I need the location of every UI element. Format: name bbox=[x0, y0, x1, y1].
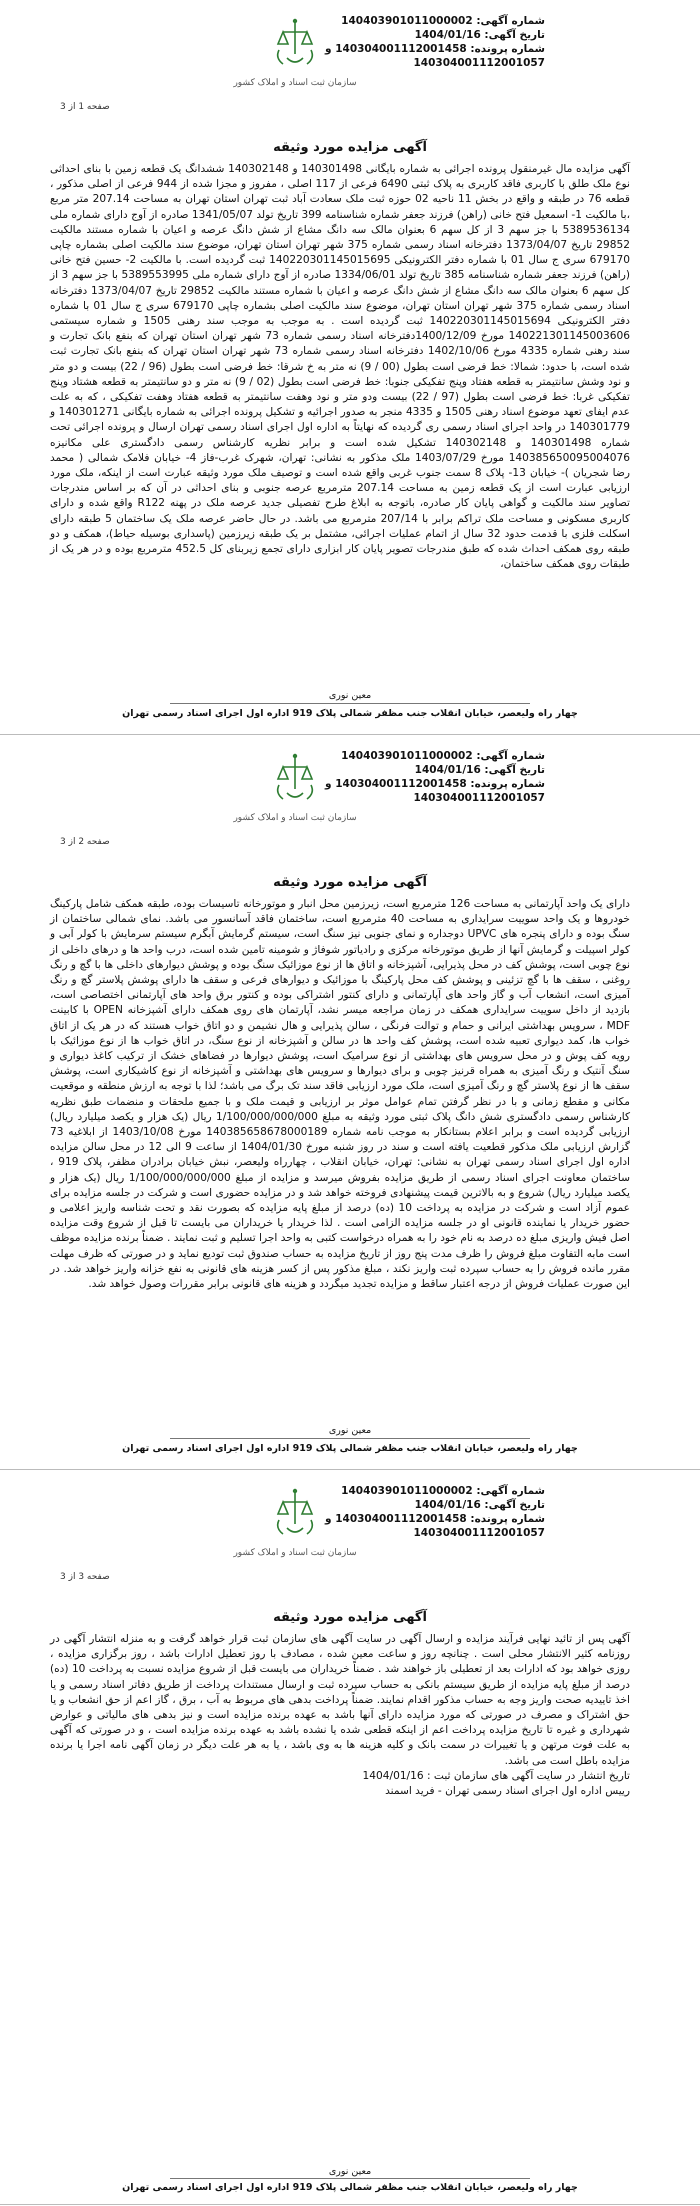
notice-number: شماره آگهی: 140403901011000002 bbox=[341, 15, 545, 27]
notice-date: تاریخ آگهی: 1404/01/16 bbox=[414, 29, 545, 41]
judiciary-emblem-icon bbox=[265, 1484, 325, 1544]
file-number: شماره پرونده: 140304001112001458 و bbox=[325, 43, 545, 55]
footer-address: چهار راه ولیعصر، خیابان انقلاب جنب مظفر شمالی پلاک 919 اداره اول اجرای اسناد رسمی تهران bbox=[122, 2182, 578, 2193]
notice-page-1 bbox=[0, 0, 700, 735]
file-number: شماره پرونده: 140304001112001458 و bbox=[325, 778, 545, 790]
signer: معین نوری bbox=[328, 2166, 372, 2177]
signer: معین نوری bbox=[328, 1425, 372, 1436]
notice-meta bbox=[325, 14, 545, 70]
notice-title: آگهی مزایده مورد وثیقه bbox=[273, 875, 427, 890]
footer-address: چهار راه ولیعصر، خیابان انقلاب جنب مظفر شمالی پلاک 919 اداره اول اجرای اسناد رسمی تهران bbox=[122, 1443, 578, 1454]
notice-meta bbox=[325, 749, 545, 805]
divider bbox=[170, 2178, 530, 2179]
notice-date: تاریخ آگهی: 1404/01/16 bbox=[414, 1499, 545, 1511]
notice-body: آگهی پس از تائید نهایی فرآیند مزایده و ارسال آگهی در سایت آگهی های سازمان ثبت قرار خواهد گرفت و به منزله انتشار آگهی در روزنامه کثیر الانتشار محلی است . چنانچه روز و ساعت معین شده ، مصادف با روز تعطیل ادارات باشد ، روز برگزاری مزایده ، روزی خواهد بود که ادارات بعد از تعطیلی باز خواهند شد . ضمناً خریداران می بایست قبل از شروع مزایده نسبت به پرداخت 10 (ده) درصد از مبلغ پایه مزایده از طریق سیستم بانکی به حساب سپرده ثبت و ارسال مستندات پرداخت از طریق دفاتر اسناد رسمی و یا اخذ تاییدیه صحت واریز وجه به حساب مذکور اقدام نمایند. ضمناً پرداخت بدهی های مربوط به آب ، برق ، گاز اعم از حق انشعاب و یا حق اشتراک و مصرف در صورتی که مورد مزایده دارای آنها باشد به عهده برنده مزایده است و نیز بدهی های مالیاتی و عوارض شهرداری و غیره تا تاریخ مزایده پرداخت اعم از اینکه قطعی شده یا نشده باشد به عهده برنده مزایده است ، و در صورتی که آگهی به علت فوت مرتهن و یا تغییرات در سمت بانک و کلیه هزینه ها به وی باشد ، یا به هر علت دیگر در زمان آگهی نامه اجرا یا برنده مزایده باطل است می باشد. تاریخ انتشار در سایت آگهی های سازمان ثبت : 1404/01/16 رییس اداره اول اجرای اسناد رسمی تهران - فرید اسمند bbox=[50, 1633, 630, 1798]
file-number-2: 140304001112001057 bbox=[413, 1527, 545, 1539]
notice-number: شماره آگهی: 140403901011000002 bbox=[341, 1485, 545, 1497]
notice-page-2 bbox=[0, 735, 700, 1470]
notice-title: آگهی مزایده مورد وثیقه bbox=[273, 1610, 427, 1625]
notice-date: تاریخ آگهی: 1404/01/16 bbox=[414, 764, 545, 776]
notice-body: دارای یک واحد آپارتمانی به مساحت 126 مترمربع است، زیرزمین محل انبار و موتورخانه تاسیسات بوده، طبقه همکف شامل پارکینگ خودروها و یک واحد سوییت سرایداری به مساحت 40 مترمربع است، ساختمان فاقد آسانسور می باشد. نمای شمالی ساختمان از سنگ بوده و دارای پنجره های UPVC دوجداره و نمای جنوبی نیز سنگ است، سیستم گرمایش آبگرم سیستم سرمایش با کولر آبی و کولر اسپیلت و گرمایش آنها از طریق موتورخانه مرکزی و رادیاتور شوفاژ و شومینه تامین شده است، درب واحد ها و درهای داخلی از نوع چوبی است، پوشش کف در محل پذیرایی، آشپزخانه و اتاق ها از نوع موزائیک سنگ بوده و پوشش دیوارهای داخلی ها با گچ و رنگ روغنی ، سقف ها با گچ تزئینی و پوشش کف محل پارکینگ با موزائیک و دیوارهای فرعی و سقف ها دارای پوشش پلاستر گچ و رنگ آمیزی است، انشعاب آب و گاز واحد های آپارتمانی و دارای کنتور اشتراکی بوده و کنتور برق واحد های آپارتمانی اختصاصی است، بازدید از داخل سوییت سرایداری همکف در زمان مراجعه میسر نشد، آپارتمان های روی همکف دارای آشپزخانه OPEN با کابینت MDF ، سرویس بهداشتی ایرانی و حمام و توالت فرنگی ، سالن پذیرایی و هال نشیمن و دو اتاق خواب هستند که در هر یک از اتاق خواب ها، کمد دیواری تعبیه شده است، پوشش کف واحد ها در سالن و آشپزخانه از نوع سنگ، در اتاق خواب ها از نوع موزائیک با رویه کف پوش و در محل سرویس های بهداشتی از نوع سرامیک است، پوشش دیوارها در فضاهای خشک از ترکیب کاغذ دیواری و سنگ آنتیک و رنگ آمیزی به همراه قرنیز چوبی و برای دیوارها و سرویس های بهداشتی و آشپزخانه از نوع کاشیکاری است، پوشش سقف ها از نوع پلاستر گچ و رنگ آمیزی است، ملک مورد ارزیابی فاقد سند تک برگ می باشد؛ لذا با توجه به ارزش منطقه و موقعیت مکانی و مقطع زمانی و با در نظر گرفتن تمام عوامل موثر بر ارزیابی و قیمت ملک و با جمیع ملحقات و منضمات طبق نظریه کارشناس رسمی دادگستری شش دانگ پلاک ثبتی مورد وثیقه به مبلغ 1/100/000/000/000 ریال (یک هزار و یکصد میلیارد ریال) ارزیابی گردیده است و برابر اعلام بستانکار به موجب نامه شماره 140385658678000189 مورخ 1403/10/08 از ابلاغیه 73 گزارش ارزیابی ملک مذکور قطعیت یافته است و سند در روز شنبه مورخ 1404/01/30 از ساعت 9 الی 12 در محل سالن مزایده اداره اول اجرای اسناد رسمی تهران به نشانی: تهران، خیابان انقلاب ، چهارراه ولیعصر، نبش خیابان برادران مظفر، پلاک 919 ، ساختمان معاونت اجرای اسناد رسمی از طریق مزایده بفروش میرسد و مزایده از مبلغ 1/100/000/000/000 ریال (یک هزار و یکصد میلیارد ریال) شروع و به بالاترین قیمت پیشنهادی فروخته خواهد شد و در مزایده حضوری است و شرکت در جلسه مزایده برای عموم آزاد است و شرکت در مزایده به پرداخت 10 (ده) درصد از مبلغ پایه مزایده که بصورت نقد و تحت شناسه واریز اعلامی و حضور خریدار یا نماینده قانونی او در جلسه مزایده الزامی است . لذا خریدار یا خریداران می بایست تا قبل از شروع وقت مزایده اصل فیش واریزی مبلغ ده درصد به نام خود را به همراه درخواست کتبی به واحد اجرا تسلیم و ثبت نمایند . ضمناً برنده مزایده موظف است مابه التفاوت مبلغ فروش را ظرف مدت پنج روز از تاریخ مزایده به حساب صندوق ثبت تودیع نماید و در صورتی که ظرف مهلت مقرر مانده فروش را به حساب سپرده ثبت واریز نکند ، مبلغ مذکور پس از کسر هزینه های قانونی به نفع خزانه واریز خواهد شد. در این صورت عملیات فروش از درجه اعتبار ساقط و مزایده تجدید میگردد و هزینه های قانونی برابر مقررات وصول خواهد شد. bbox=[50, 898, 631, 1291]
notice-body: آگهی مزایده مال غیرمنقول پرونده اجرائی به شماره بایگانی 140301498 و 140302148 ششدانگ یک قطعه زمین با بنای احداثی نوع ملک طلق با کاربری فاقد کاربری به پلاک ثبتی 6490 فرعی از 117 اصلی ، مفروز و مجزا شده از 944 فرعی از اصلی مذکور ، قطعه 76 در طبقه و واقع در بخش 11 ناحیه 02 حوزه ثبت ملک سعادت آباد ثبت تهران استان تهران به مساحت 207.14 متر مربع ،با مالکیت 1- اسمعیل فتح خانی (راهن) فرزند جعفر شماره شناسنامه 399 تاریخ تولد 1341/05/07 صادره از آوج دارای شماره ملی 5389536134 با جز سهم 3 از کل سهم 6 بعنوان مالک سه دانگ مشاع از شش دانگ عرصه و اعیان با شماره مستند مالکیت 29852 تاریخ 1373/04/07 دفترخانه اسناد رسمی شماره 375 شهر تهران استان تهران، موضوع سند مالکیت اصلی بشماره چاپی 679170 سری ج سال 01 با شماره دفتر الکترونیکی 140220301145015695 ثبت گردیده است. با مالکیت 2- حسین فتح خانی (راهن) فرزند جعفر شماره شناسنامه 385 تاریخ تولد 1334/06/01 صادره از آوج دارای شماره ملی 5389553995 با جز سهم 3 از کل سهم 6 بعنوان مالک سه دانگ مشاع از شش دانگ عرصه و اعیان با شماره مستند مالکیت 29852 تاریخ 1373/04/07 دفترخانه اسناد رسمی شماره 375 شهر تهران استان تهران، موضوع سند مالکیت اصلی بشماره چاپی 679170 سری ج سال 01 با شماره دفتر الکترونیکی 140220301145015694 ثبت گردیده است . به موجب به موجب سند رهنی 1505 و شماره سیستمی 140221301145003606 مورخ 1400/12/09دفترخانه اسناد رسمی شماره 73 شهر تهران استان تهران که بنفع بانک تجارت و سند رهنی شماره 4335 مورخ 1402/10/06 دفترخانه اسناد رسمی شماره 73 شهر تهران استان تهران که بنفع بانک تجارت ثبت شده است، با حدود: شمالا: خط فرضی است بطول (00 / 9) نه متر به خ شرقا: خط فرضی است بطول (96 / 22) بیست و دو متر و نود وشش سانتیمتر به قطعه هفتاد وپنج تفکیکی جنوبا: خط فرضی است بطول (02 / 9) نه متر و دو سانتیمتر به قطعه هشتاد وپنج تفکیکی غربا: خط فرضی است بطول (97 / 22) بیست ودو متر و نود وهفت سانتیمتر به قطعه هفتاد وهفت تفکیکی ، که به علت عدم ایفای تعهد موضوع اسناد رهنی 1505 و 4335 منجر به صدور اجرائیه و تشکیل پرونده اجرائی به شماره بایگانی 140301271 و 140301779 در واحد اجرای اسناد رسمی ری گردیده که نهایتاً به اداره اول اجرای اسناد رسمی تهران ارسال و پرونده اجرائی تحت شماره 140301498 و 140302148 تشکیل شده است و برابر نظریه کارشناس رسمی دادگستری علی مکانیزه 140385650095004076 مورخ 1403/07/29 ملک مذکور به نشانی: تهران، شهرک غرب-فاز 4- خیابان فلامک شمالی ( محمد رضا شجریان )- خیابان 13- پلاک 8 سمت جنوب غربی واقع شده است و توصیف ملک مورد وثیقه عبارت است از اینکه، ملک مورد ارزیابی عبارت است از یک قطعه زمین به مساحت 207.14 مترمربع عرصه جنوبی و بنای احداثی در آن که بر اساس مندرجات تصاویر سند مالکیت و گواهی پایان کار صادره، باتوجه به ابلاغ طرح تفصیلی جدید عرصه ملک در پهنه R122 واقع شده و دارای کاربری مسکونی و مساحت ملک تراکم برابر با 207/14 مترمربع می باشد. در حال حاضر عرصه ملک یک ساختمان 5 طبقه دارای اسکلت فلزی با قدمت حدود 32 سال از اتمام عملیات اجرائی، مشتمل بر یک طبقه زیرزمین (پاسداری بوسیله حیاط)، همکف و دو طبقه روی همکف احداث شده که طبق مندرجات تصویر پایان کار ابزاری دارای تجمع زیربنای کل 452.5 مترمربع بوده و در هر یک از طبقات روی همکف ساختمان، bbox=[50, 163, 631, 571]
org-name: سازمان ثبت اسناد و املاک کشور bbox=[233, 78, 357, 88]
notice-number: شماره آگهی: 140403901011000002 bbox=[341, 750, 545, 762]
divider bbox=[170, 703, 530, 704]
org-name: سازمان ثبت اسناد و املاک کشور bbox=[233, 1548, 357, 1558]
page-label: صفحه 1 از 3 bbox=[60, 102, 110, 112]
divider bbox=[170, 1438, 530, 1439]
page-label: صفحه 2 از 3 bbox=[60, 837, 110, 847]
file-number-2: 140304001112001057 bbox=[413, 792, 545, 804]
file-number: شماره پرونده: 140304001112001458 و bbox=[325, 1513, 545, 1525]
judiciary-emblem-icon bbox=[265, 749, 325, 809]
org-name: سازمان ثبت اسناد و املاک کشور bbox=[233, 813, 357, 823]
file-number-2: 140304001112001057 bbox=[413, 57, 545, 69]
page-label: صفحه 3 از 3 bbox=[60, 1572, 110, 1582]
notice-title: آگهی مزایده مورد وثیقه bbox=[273, 140, 427, 155]
signer: معین نوری bbox=[328, 690, 372, 701]
notice-meta bbox=[325, 1484, 545, 1540]
footer-address: چهار راه ولیعصر، خیابان انقلاب جنب مظفر شمالی پلاک 919 اداره اول اجرای اسناد رسمی تهران bbox=[122, 708, 578, 719]
notice-page-3 bbox=[0, 1470, 700, 2205]
judiciary-emblem-icon bbox=[265, 14, 325, 74]
